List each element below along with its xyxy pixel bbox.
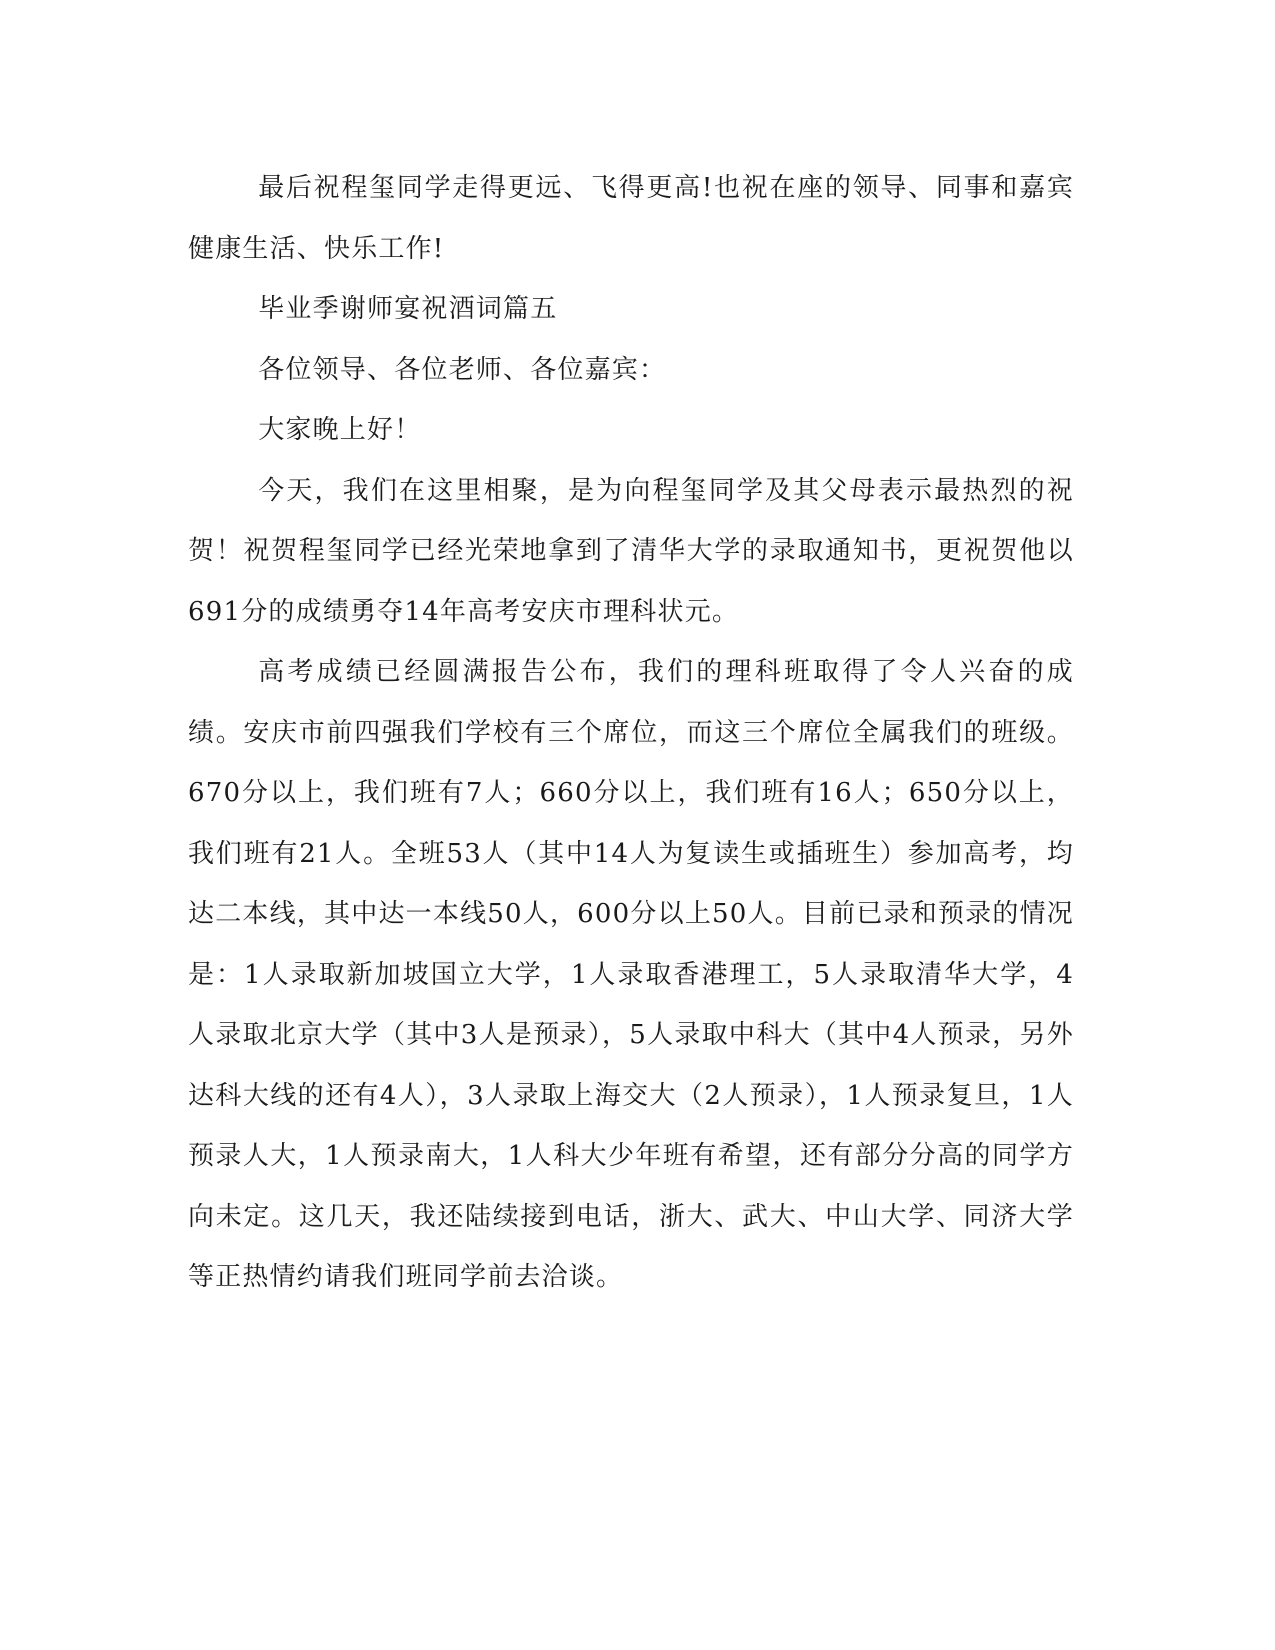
congratulation-paragraph: 今天，我们在这里相聚，是为向程玺同学及其父母表示最热烈的祝贺！祝贺程玺同学已经光荣地拿到了清华大学的录取通知书，更祝贺他以691分的成绩勇夺14年高考安庆市理科状元。 (188, 475, 1074, 627)
section-heading: 毕业季谢师宴祝酒词篇五 (258, 294, 558, 324)
greeting-paragraph: 大家晚上好！ (258, 415, 422, 445)
closing-wish-paragraph: 最后祝程玺同学走得更远、飞得更高!也祝在座的领导、同事和嘉宾健康生活、快乐工作! (188, 173, 1074, 264)
results-paragraph: 高考成绩已经圆满报告公布，我们的理科班取得了令人兴奋的成绩。安庆市前四强我们学校有三个席位，而这三个席位全属我们的班级。670分以上，我们班有7人；660分以上，我们班有16人；650分以上，我们班有21人。全班53人（其中14人为复读生或插班生）参加高考，均达二本线，其中达一本线50人，600分以上50人。目前已录和预录的情况是：1人录取新加坡国立大学，1人录取香港理工，5人录取清华大学，4人录取北京大学（其中3人是预录），5人录取中科大（其中4人预录，另外达科大线的还有4人），3人录取上海交大（2人预录），1人预录复旦，1人预录人大，1人预录南大，1人科大少年班有希望，还有部分分高的同学方向未定。这几天，我还陆续接到电话，浙大、武大、中山大学、同济大学等正热情约请我们班同学前去洽谈。 (188, 657, 1074, 1292)
salutation-paragraph: 各位领导、各位老师、各位嘉宾： (258, 354, 667, 385)
document-body (188, 158, 1074, 1308)
